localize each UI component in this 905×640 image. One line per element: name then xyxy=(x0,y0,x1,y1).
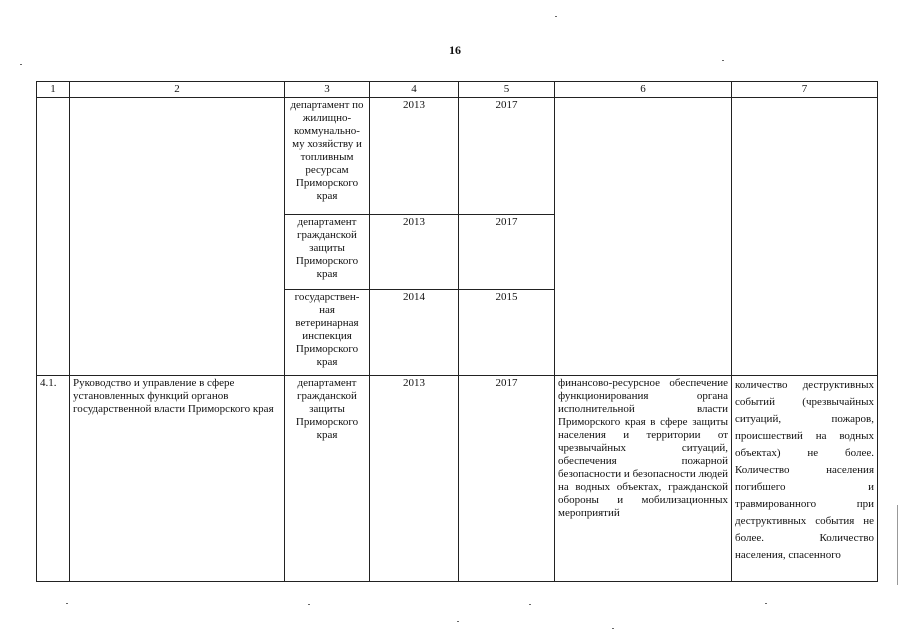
scan-speck xyxy=(20,64,22,65)
row-number-cell: 4.1. xyxy=(37,376,70,582)
table-header-row xyxy=(37,82,878,98)
scan-speck xyxy=(555,16,557,17)
result-cell xyxy=(555,98,732,376)
result-cell: финансово-ресурсное обеспечение функционирования органа исполнительной власти Приморского края в сфере защиты населения и территории от чрезвычайных ситуаций, обеспечения пожарной безопасности и безопасности людей на водных объектах, гражданской обороны и мобилизационных мероприятий xyxy=(555,376,732,582)
start-year-cell: 2013 xyxy=(370,215,459,290)
page-number: 16 xyxy=(449,43,461,57)
executor-cell: государствен-ная ветеринарная инспекция Приморского края xyxy=(285,290,370,376)
end-year-cell: 2017 xyxy=(459,215,555,290)
start-year-cell: 2014 xyxy=(370,290,459,376)
start-year-cell: 2013 xyxy=(370,98,459,215)
column-header: 1 xyxy=(37,82,70,98)
scan-speck xyxy=(722,60,724,61)
column-header: 5 xyxy=(459,82,555,98)
row-number-cell xyxy=(37,98,70,376)
scan-speck xyxy=(308,604,310,605)
indicator-cell: количество деструктивных событий (чрезвычайных ситуаций, пожаров, происшествий на водных объектах) не более. Количество населения погибшего и травмированного при деструктивных события не более. Количество населения, спасенного xyxy=(732,376,878,582)
scan-speck xyxy=(529,604,531,605)
scan-speck xyxy=(612,628,614,629)
scan-speck xyxy=(897,505,898,585)
table-row xyxy=(37,98,878,215)
scan-speck xyxy=(765,603,767,604)
table-row xyxy=(37,376,878,582)
scan-speck xyxy=(457,621,459,622)
end-year-cell: 2017 xyxy=(459,376,555,582)
end-year-cell: 2017 xyxy=(459,98,555,215)
indicator-cell xyxy=(732,98,878,376)
executor-cell: департамент по жилищно-коммунально-му хозяйству и топливным ресурсам Приморского края xyxy=(285,98,370,215)
column-header: 4 xyxy=(370,82,459,98)
activity-cell: Руководство и управление в сфере установленных функций органов государственной власти Приморского края xyxy=(70,376,285,582)
executor-cell: департамент гражданской защиты Приморского края xyxy=(285,376,370,582)
document-table xyxy=(36,81,878,582)
column-header: 6 xyxy=(555,82,732,98)
column-header: 3 xyxy=(285,82,370,98)
start-year-cell: 2013 xyxy=(370,376,459,582)
activity-cell xyxy=(70,98,285,376)
column-header: 2 xyxy=(70,82,285,98)
column-header: 7 xyxy=(732,82,878,98)
scan-speck xyxy=(66,603,68,604)
executor-cell: департамент гражданской защиты Приморского края xyxy=(285,215,370,290)
end-year-cell: 2015 xyxy=(459,290,555,376)
